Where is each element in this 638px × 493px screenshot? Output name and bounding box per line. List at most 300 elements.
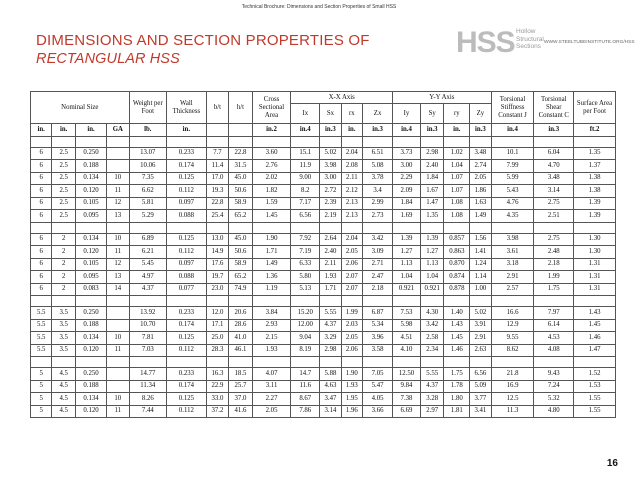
empty-cell [129, 296, 167, 307]
empty-cell [229, 357, 253, 368]
table-cell: 1.30 [574, 233, 616, 246]
table-cell: 6.56 [470, 368, 491, 381]
table-cell: 6 [31, 246, 52, 259]
table-cell: 5.55 [320, 307, 341, 320]
table-cell: 1.00 [470, 283, 491, 296]
table-cell: 2.5 [52, 210, 76, 223]
table-cell: 3.48 [470, 147, 491, 160]
table-cell: 2.48 [534, 246, 574, 259]
empty-cell [291, 296, 320, 307]
table-cell: 0.097 [167, 197, 207, 210]
table-cell: 2 [52, 258, 76, 271]
table-cell: 1.27 [420, 246, 444, 259]
table-cell: 50.6 [229, 185, 253, 198]
table-cell: 9.00 [291, 172, 320, 185]
empty-cell [420, 222, 444, 233]
table-cell: 7.81 [129, 332, 167, 345]
empty-cell [129, 136, 167, 147]
table-cell: 1.04 [420, 271, 444, 284]
empty-cell [363, 296, 393, 307]
empty-cell [206, 222, 229, 233]
empty-cell [363, 222, 393, 233]
page-number: 16 [606, 458, 618, 469]
table-cell: 3.5 [52, 319, 76, 332]
table-cell: 1.53 [574, 380, 616, 393]
table-cell: 4.30 [420, 307, 444, 320]
table-cell: 5.5 [31, 344, 52, 357]
table-cell: 5.99 [491, 172, 534, 185]
col-header-ht: h/t [229, 92, 253, 124]
table-cell: 7.97 [534, 307, 574, 320]
unit-cell: in. [444, 124, 470, 137]
table-cell: 0.233 [167, 147, 207, 160]
table-cell: 2.05 [341, 332, 362, 345]
empty-cell [252, 222, 291, 233]
table-cell: 9.04 [291, 332, 320, 345]
table-cell: 1.75 [444, 368, 470, 381]
table-cell: 18.5 [229, 368, 253, 381]
table-cell: 1.07 [444, 185, 470, 198]
unit-cell: ft.2 [574, 124, 616, 137]
table-cell: 1.69 [393, 210, 421, 223]
table-cell: 0.174 [167, 319, 207, 332]
table-cell: 4.70 [534, 160, 574, 173]
table-row [31, 258, 616, 271]
col-header-sy: Sy [420, 104, 444, 124]
empty-cell [52, 296, 76, 307]
table-cell: 4.51 [393, 332, 421, 345]
empty-cell [291, 136, 320, 147]
table-cell: 2.74 [470, 160, 491, 173]
empty-cell [75, 222, 106, 233]
table-cell: 17.6 [206, 258, 229, 271]
empty-cell [167, 136, 207, 147]
table-cell: 2.05 [252, 405, 291, 418]
table-cell: 13.07 [129, 147, 167, 160]
table-cell: 31.5 [229, 160, 253, 173]
table-cell: 4.05 [363, 393, 393, 406]
table-cell: 2.04 [341, 233, 362, 246]
empty-cell [393, 136, 421, 147]
table-cell: 2.13 [341, 197, 362, 210]
table-cell: 41.6 [229, 405, 253, 418]
table-cell: 4.76 [491, 197, 534, 210]
empty-cell [491, 357, 534, 368]
table-cell: 3.58 [363, 344, 393, 357]
table-cell: 1.96 [341, 405, 362, 418]
table-cell: 0.134 [75, 393, 106, 406]
table-cell: 2.5 [52, 160, 76, 173]
table-cell: 0.120 [75, 246, 106, 259]
table-cell: 16.9 [491, 380, 534, 393]
table-cell: 3.29 [320, 332, 341, 345]
empty-cell [444, 357, 470, 368]
empty-cell [320, 222, 341, 233]
table-cell: 2.40 [320, 246, 341, 259]
empty-cell [75, 296, 106, 307]
table-cell: 20.6 [229, 307, 253, 320]
table-cell: 0.188 [75, 380, 106, 393]
table-cell: 4.35 [491, 210, 534, 223]
table-cell: 6.87 [363, 307, 393, 320]
col-header-nominal-size: Nominal Size [31, 92, 130, 124]
table-cell [107, 319, 130, 332]
empty-cell [393, 357, 421, 368]
table-cell: 5.55 [420, 368, 444, 381]
table-cell: 4.80 [534, 405, 574, 418]
col-header-sx: Sx [320, 104, 341, 124]
table-cell: 2.11 [341, 172, 362, 185]
table-cell: 5.43 [491, 185, 534, 198]
table-row [31, 271, 616, 284]
table-row [31, 368, 616, 381]
empty-cell [206, 296, 229, 307]
table-cell: 8.2 [291, 185, 320, 198]
table-cell: 12.9 [491, 319, 534, 332]
table-cell: 10 [107, 233, 130, 246]
table-cell: 1.41 [470, 246, 491, 259]
table-cell: 4.08 [534, 344, 574, 357]
table-cell: 3.14 [320, 405, 341, 418]
empty-cell [420, 357, 444, 368]
table-cell: 2.73 [363, 210, 393, 223]
empty-cell [534, 222, 574, 233]
table-cell: 2.05 [341, 246, 362, 259]
empty-cell [252, 136, 291, 147]
table-cell: 5.47 [363, 380, 393, 393]
empty-cell [420, 296, 444, 307]
table-cell: 3.98 [320, 160, 341, 173]
table-cell: 6.51 [363, 147, 393, 160]
table-cell: 1.38 [574, 185, 616, 198]
table-row [31, 283, 616, 296]
table-cell: 1.02 [444, 147, 470, 160]
table-cell: 1.04 [393, 271, 421, 284]
table-cell: 5.88 [320, 368, 341, 381]
table-cell: 10.06 [129, 160, 167, 173]
units-row [31, 124, 616, 137]
table-cell: 5.32 [534, 393, 574, 406]
table-cell: 2.5 [52, 185, 76, 198]
empty-cell [167, 357, 207, 368]
table-cell: 7.35 [129, 172, 167, 185]
col-header-torsional-stiffness: Torsional Stiffness Constant J [491, 92, 534, 124]
table-cell: 5 [31, 380, 52, 393]
col-header-bt: b/t [206, 92, 229, 124]
table-row [31, 147, 616, 160]
table-cell: 3.42 [363, 233, 393, 246]
table-cell: 2 [52, 246, 76, 259]
table-cell: 2.5 [52, 197, 76, 210]
table-cell: 11 [107, 344, 130, 357]
unit-cell: in. [52, 124, 76, 137]
table-cell: 9.84 [393, 380, 421, 393]
table-cell: 3.18 [491, 258, 534, 271]
page-subtitle: RECTANGULAR HSS [36, 51, 180, 67]
table-cell: 5.08 [363, 160, 393, 173]
table-cell: 7.7 [206, 147, 229, 160]
table-cell: 22.9 [206, 380, 229, 393]
table-row [31, 246, 616, 259]
col-header-cross-area: Cross Sectional Area [252, 92, 291, 124]
table-cell [107, 368, 130, 381]
table-cell: 2.18 [363, 283, 393, 296]
empty-cell [363, 136, 393, 147]
table-cell: 7.92 [291, 233, 320, 246]
table-cell: 0.870 [444, 258, 470, 271]
table-cell: 14.9 [206, 246, 229, 259]
table-cell: 5 [31, 368, 52, 381]
table-cell: 21.8 [491, 368, 534, 381]
table-cell: 2.06 [341, 258, 362, 271]
table-cell: 10.1 [491, 147, 534, 160]
unit-cell: in.4 [291, 124, 320, 137]
table-cell: 0.120 [75, 405, 106, 418]
table-cell: 2.34 [420, 344, 444, 357]
table-cell: 2.18 [534, 258, 574, 271]
table-cell: 2.08 [341, 160, 362, 173]
empty-cell [341, 136, 362, 147]
table-cell: 0.188 [75, 319, 106, 332]
table-cell: 2 [52, 283, 76, 296]
empty-cell [31, 136, 52, 147]
table-cell: 0.125 [167, 393, 207, 406]
table-cell: 6 [31, 147, 52, 160]
table-cell: 3.61 [491, 246, 534, 259]
table-cell: 0.857 [444, 233, 470, 246]
empty-cell [574, 136, 616, 147]
empty-cell [107, 357, 130, 368]
table-cell: 17.0 [206, 172, 229, 185]
table-cell: 1.27 [393, 246, 421, 259]
table-cell: 1.71 [252, 246, 291, 259]
table-cell: 3.66 [363, 405, 393, 418]
table-cell: 1.49 [252, 258, 291, 271]
table-row [31, 233, 616, 246]
empty-cell [491, 136, 534, 147]
unit-cell: GA [107, 124, 130, 137]
table-cell: 0.112 [167, 185, 207, 198]
table-cell: 3.41 [470, 405, 491, 418]
col-header-yy-axis: Y-Y Axis [393, 92, 492, 104]
table-cell: 3.98 [491, 233, 534, 246]
table-cell: 1.90 [341, 368, 362, 381]
unit-cell: in.3 [420, 124, 444, 137]
table-cell: 0.105 [75, 197, 106, 210]
table-cell: 2.02 [252, 172, 291, 185]
table-row [31, 172, 616, 185]
table-cell: 6.89 [129, 233, 167, 246]
logo-tagline-line: Structural [516, 35, 544, 43]
table-cell: 1.13 [393, 258, 421, 271]
table-cell: 14 [107, 283, 130, 296]
empty-cell [320, 357, 341, 368]
empty-cell [470, 357, 491, 368]
group-separator [31, 357, 616, 368]
empty-cell [75, 357, 106, 368]
table-cell: 2.09 [393, 185, 421, 198]
empty-cell [574, 357, 616, 368]
empty-cell [534, 296, 574, 307]
table-cell: 41.0 [229, 332, 253, 345]
table-cell: 12.5 [491, 393, 534, 406]
group-separator [31, 296, 616, 307]
table-cell: 7.53 [393, 307, 421, 320]
table-cell: 37.0 [229, 393, 253, 406]
table-row [31, 344, 616, 357]
table-cell: 4.37 [129, 283, 167, 296]
table-cell: 2.40 [420, 160, 444, 173]
empty-cell [252, 357, 291, 368]
table-cell: 10.70 [129, 319, 167, 332]
table-cell: 0.233 [167, 368, 207, 381]
empty-cell [534, 357, 574, 368]
col-header-surface-area: Surface Area per Foot [574, 92, 616, 124]
unit-cell: in. [341, 124, 362, 137]
table-cell: 4.10 [393, 344, 421, 357]
table-cell: 3.42 [420, 319, 444, 332]
table-cell: 16.6 [491, 307, 534, 320]
empty-cell [420, 136, 444, 147]
table-cell: 1.46 [574, 332, 616, 345]
table-cell: 65.2 [229, 271, 253, 284]
table-cell: 1.08 [444, 210, 470, 223]
table-cell: 28.3 [206, 344, 229, 357]
table-cell: 0.863 [444, 246, 470, 259]
table-cell: 5.45 [129, 258, 167, 271]
table-cell [107, 160, 130, 173]
table-cell: 16.3 [206, 368, 229, 381]
table-cell: 4.63 [320, 380, 341, 393]
table-cell: 0.134 [75, 233, 106, 246]
table-cell: 2 [52, 271, 76, 284]
table-cell: 0.120 [75, 185, 106, 198]
empty-cell [320, 296, 341, 307]
table-cell: 45.0 [229, 233, 253, 246]
empty-cell [444, 222, 470, 233]
table-cell: 0.921 [393, 283, 421, 296]
table-cell: 1.35 [574, 147, 616, 160]
table-cell: 2.15 [252, 332, 291, 345]
table-cell: 1.31 [574, 258, 616, 271]
table-cell: 7.03 [129, 344, 167, 357]
table-cell: 1.55 [574, 405, 616, 418]
table-cell: 1.43 [444, 319, 470, 332]
empty-cell [363, 357, 393, 368]
unit-cell [206, 124, 229, 137]
table-cell: 3.5 [52, 332, 76, 345]
empty-cell [470, 222, 491, 233]
table-cell: 7.05 [363, 368, 393, 381]
unit-cell: lb. [129, 124, 167, 137]
table-cell: 0.097 [167, 258, 207, 271]
table-cell: 3.00 [320, 172, 341, 185]
group-separator [31, 136, 616, 147]
table-cell: 4.97 [129, 271, 167, 284]
unit-cell: in.3 [363, 124, 393, 137]
table-cell: 0.088 [167, 210, 207, 223]
table-cell: 1.95 [341, 393, 362, 406]
table-cell: 1.71 [320, 283, 341, 296]
table-cell: 7.99 [491, 160, 534, 173]
table-cell: 1.75 [534, 283, 574, 296]
table-cell: 0.134 [75, 172, 106, 185]
table-cell: 1.43 [574, 307, 616, 320]
table-cell: 1.46 [444, 344, 470, 357]
unit-cell: in.4 [491, 124, 534, 137]
table-cell: 0.250 [75, 307, 106, 320]
empty-cell [129, 357, 167, 368]
empty-cell [167, 296, 207, 307]
empty-cell [470, 296, 491, 307]
table-cell: 1.55 [574, 393, 616, 406]
table-row [31, 332, 616, 345]
table-cell: 3.96 [363, 332, 393, 345]
col-header-ry: ry [444, 104, 470, 124]
table-cell: 12.50 [393, 368, 421, 381]
table-cell: 1.40 [444, 307, 470, 320]
table-cell: 3.78 [363, 172, 393, 185]
table-cell: 2.75 [534, 233, 574, 246]
hss-logo [456, 25, 635, 65]
col-header-weight: Weight per Foot [129, 92, 167, 124]
col-header-iy: Iy [393, 104, 421, 124]
table-cell: 6 [31, 233, 52, 246]
logo-url: WWW.STEELTUBEINSTITUTE.ORG/HSS [544, 40, 635, 45]
table-cell: 0.134 [75, 332, 106, 345]
table-cell: 9.55 [491, 332, 534, 345]
table-cell: 8.67 [291, 393, 320, 406]
table-cell: 12.00 [291, 319, 320, 332]
table-cell: 9.43 [534, 368, 574, 381]
table-cell: 0.233 [167, 307, 207, 320]
table-cell: 0.921 [420, 283, 444, 296]
table-cell: 1.13 [420, 258, 444, 271]
empty-cell [31, 357, 52, 368]
table-cell: 5 [31, 405, 52, 418]
table-cell: 13.0 [206, 233, 229, 246]
table-cell: 14.77 [129, 368, 167, 381]
table-cell: 19.7 [206, 271, 229, 284]
empty-cell [252, 296, 291, 307]
table-cell: 11 [107, 405, 130, 418]
unit-cell: in. [167, 124, 207, 137]
col-header-wall: Wall Thickness [167, 92, 207, 124]
table-cell: 1.84 [420, 172, 444, 185]
table-cell: 2.51 [534, 210, 574, 223]
table-cell: 13 [107, 271, 130, 284]
table-cell: 0.874 [444, 271, 470, 284]
logo-tagline-line: Hollow [516, 28, 536, 35]
table-cell: 2.93 [252, 319, 291, 332]
table-cell: 1.35 [420, 210, 444, 223]
table-cell: 2.72 [320, 185, 341, 198]
empty-cell [75, 136, 106, 147]
table-cell: 11.6 [291, 380, 320, 393]
table-cell: 4.5 [52, 405, 76, 418]
table-cell: 2.11 [320, 258, 341, 271]
table-cell: 5 [31, 393, 52, 406]
table-cell: 2.71 [363, 258, 393, 271]
table-cell: 1.59 [252, 197, 291, 210]
table-cell: 25.4 [206, 210, 229, 223]
table-cell [107, 380, 130, 393]
table-cell: 7.19 [291, 246, 320, 259]
table-cell: 6 [31, 160, 52, 173]
table-cell: 7.24 [534, 380, 574, 393]
table-cell: 37.2 [206, 405, 229, 418]
table-cell: 1.45 [574, 319, 616, 332]
